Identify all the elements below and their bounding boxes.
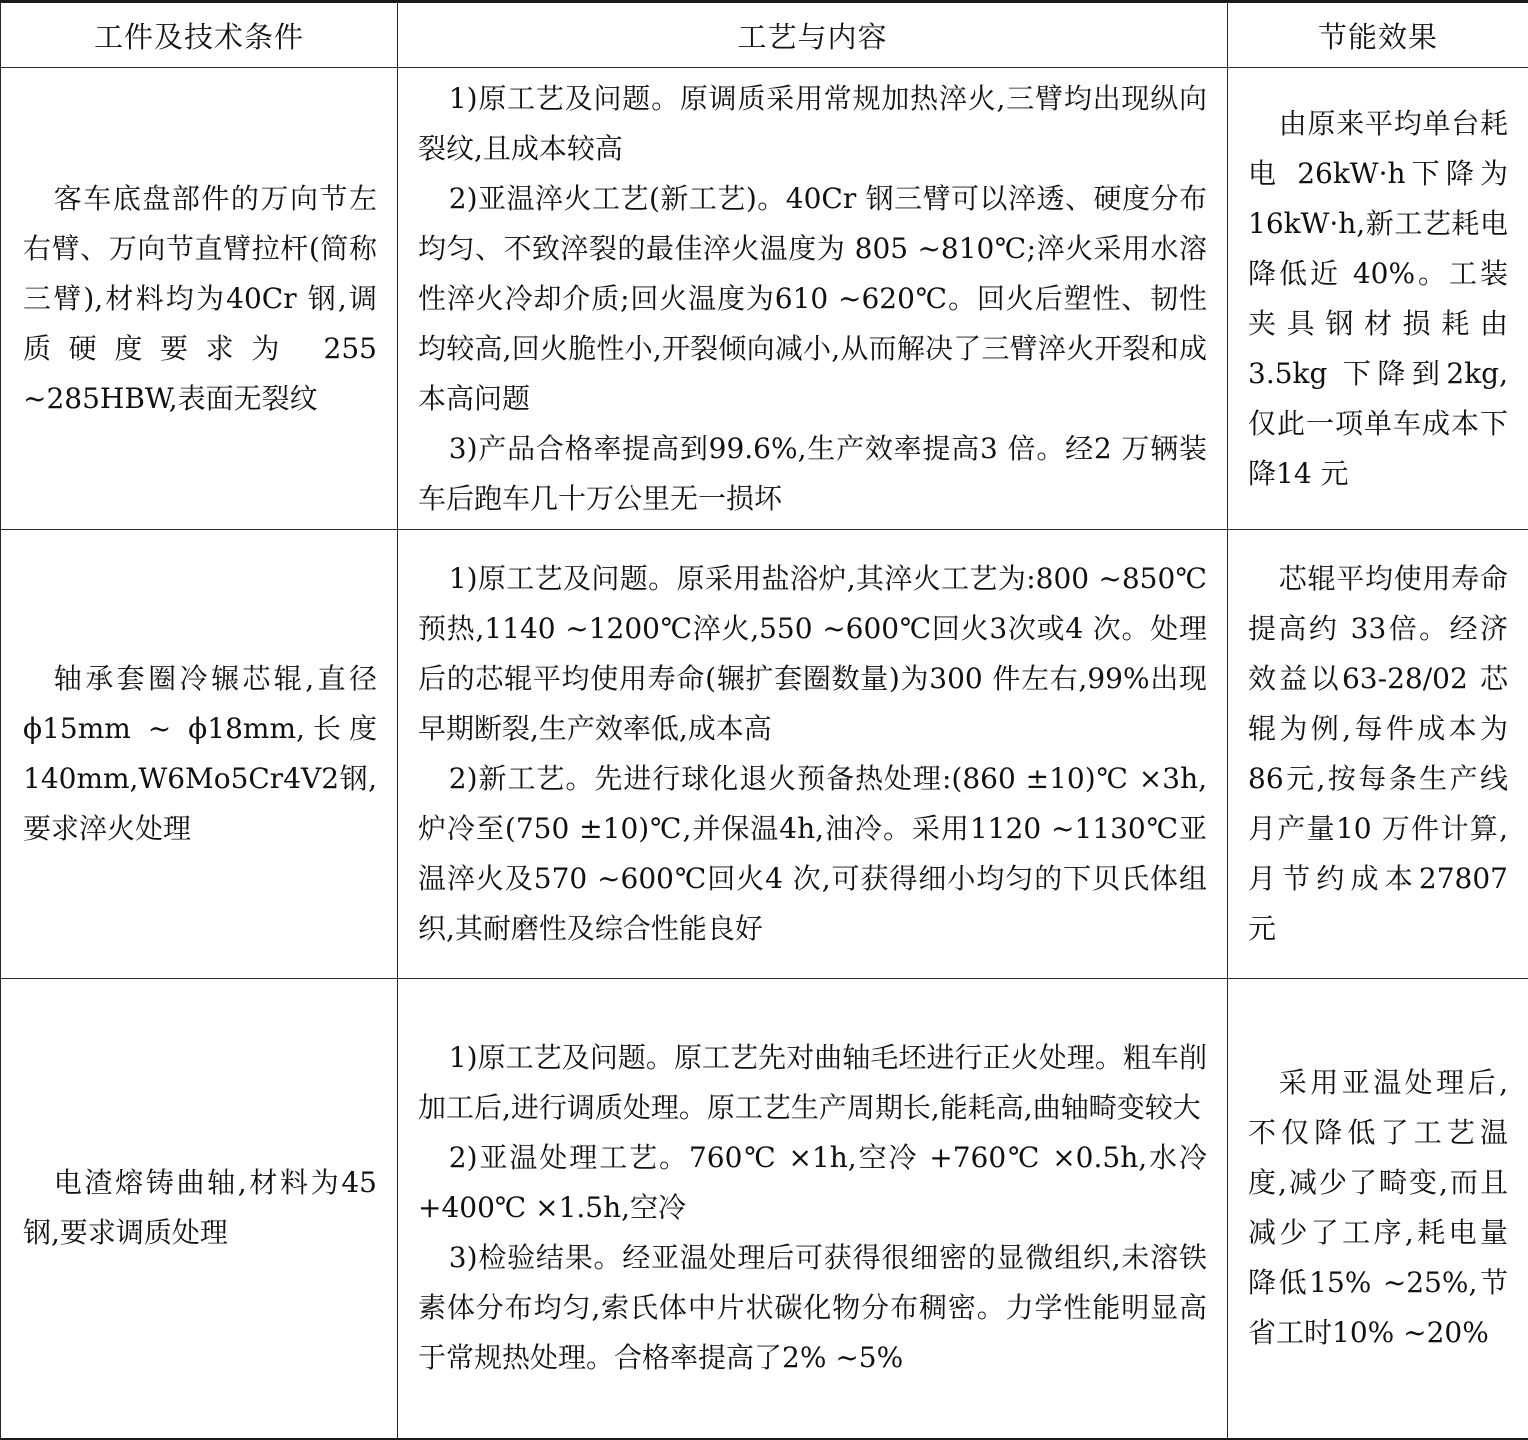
process-content-cell [398,68,1228,530]
workpiece-condition-cell [1,530,398,979]
process-content-cell [398,530,1228,979]
energy-effect-text: 芯辊平均使用寿命提高约 33倍。经济效益以63-28/02 芯辊为例,每件成本为86元,按每条生产线月产量10 万件计算,月节约成本27807 元 [1248,554,1508,954]
process-step: 2)新工艺。先进行球化退火预备热处理:(860 ±10)℃ ×3h,炉冷至(750 ±10)℃,并保温4h,油冷。采用1120 ~1130℃亚温淬火及570 ~600℃回火4 次,可获得细小均匀的下贝氏体组织,其耐磨性及综合性能良好 [418,754,1207,954]
process-step: 3)检验结果。经亚温处理后可获得很细密的显微组织,未溶铁素体分布均匀,索氏体中片状碳化物分布稠密。力学性能明显高于常规热处理。合格率提高了2% ~5% [418,1233,1207,1383]
workpiece-condition-text: 客车底盘部件的万向节左右臂、万向节直臂拉杆(简称三臂),材料均为40Cr 钢,调质硬度要求为 255 ~285HBW,表面无裂纹 [23,174,377,424]
process-step: 1)原工艺及问题。原工艺先对曲轴毛坯进行正火处理。粗车削加工后,进行调质处理。原工艺生产周期长,能耗高,曲轴畸变较大 [418,1033,1207,1133]
workpiece-condition-text: 电渣熔铸曲轴,材料为45 钢,要求调质处理 [23,1158,377,1258]
table-header-row [1,2,1528,68]
process-step: 3)产品合格率提高到99.6%,生产效率提高3 倍。经2 万辆装车后跑车几十万公里无一损坏 [418,424,1207,524]
process-step: 2)亚温淬火工艺(新工艺)。40Cr 钢三臂可以淬透、硬度分布均匀、不致淬裂的最佳淬火温度为 805 ~810℃;淬火采用水溶性淬火冷却介质;回火温度为610 ~620℃。回火后塑性、韧性均较高,回火脆性小,开裂倾向减小,从而解决了三臂淬火开裂和成本高问题 [418,174,1207,424]
energy-effect-cell [1228,68,1528,530]
table-row [1,68,1528,530]
workpiece-condition-cell [1,979,398,1439]
energy-effect-cell [1228,979,1528,1439]
header-energy-saving-effect: 节能效果 [1228,2,1528,68]
process-step: 1)原工艺及问题。原采用盐浴炉,其淬火工艺为:800 ~850℃预热,1140 ~1200℃淬火,550 ~600℃回火3次或4 次。处理后的芯辊平均使用寿命(辗扩套圈数量)为300 件左右,99%出现早期断裂,生产效率低,成本高 [418,554,1207,754]
workpiece-condition-cell [1,68,398,530]
table-row [1,979,1528,1439]
process-step: 2)亚温处理工艺。760℃ ×1h,空冷 +760℃ ×0.5h,水冷 +400℃ ×1.5h,空冷 [418,1133,1207,1233]
process-step: 1)原工艺及问题。原调质采用常规加热淬火,三臂均出现纵向裂纹,且成本较高 [418,74,1207,174]
energy-effect-text: 采用亚温处理后,不仅降低了工艺温度,减少了畸变,而且减少了工序,耗电量降低15% ~25%,节省工时10% ~20% [1248,1058,1508,1358]
header-process-content: 工艺与内容 [398,2,1228,68]
energy-effect-cell [1228,530,1528,979]
header-workpiece-conditions: 工件及技术条件 [1,2,398,68]
energy-effect-text: 由原来平均单台耗电 26kW·h下降为16kW·h,新工艺耗电降低近 40%。工装夹具钢材损耗由3.5kg 下降到2kg,仅此一项单车成本下降14 元 [1248,99,1508,499]
process-content-cell [398,979,1228,1439]
workpiece-condition-text: 轴承套圈冷辗芯辊,直径 ϕ15mm ~ ϕ18mm,长度 140mm,W6Mo5Cr4V2钢,要求淬火处理 [23,654,377,854]
table-row [1,530,1528,979]
